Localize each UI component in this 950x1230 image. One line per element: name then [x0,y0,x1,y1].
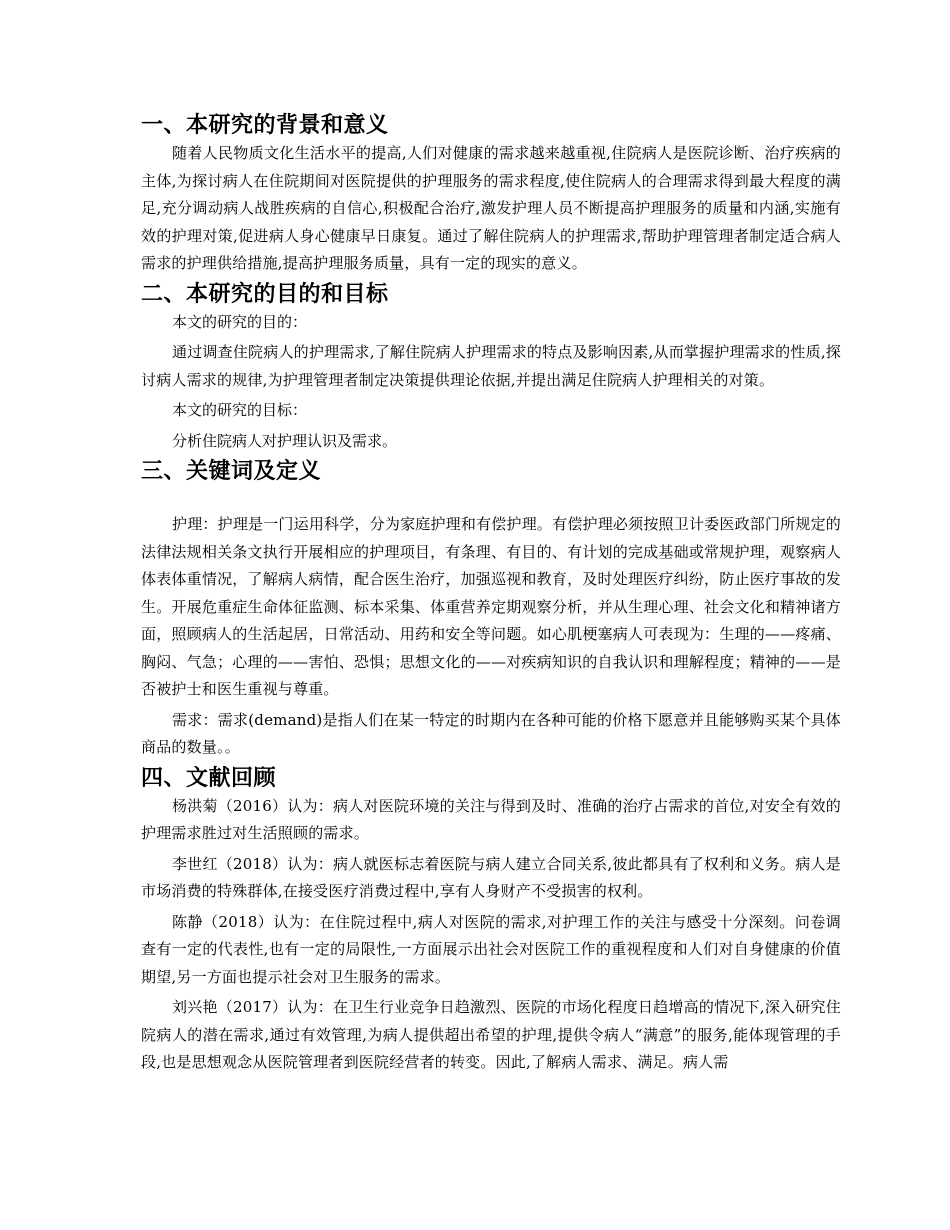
section-heading-purpose: 二、本研究的目的和目标 [141,281,389,307]
review-paragraph-liu: 刘兴艳（2017）认为：在卫生行业竞争日趋激烈、医院的市场化程度日趋增高的情况下,深入研究住院病人的潜在需求,通过有效管理,为病人提供超出希望的护理,提供令病人“满意”的服务,能体现管理的手段,也是思想观念从医院管理者到医院经营者的转变。因此,了解病人需求、满足。病人需 [141,998,841,1071]
review-paragraph-yang: 杨洪菊（2016）认为：病人对医院环境的关注与得到及时、准确的治疗占需求的首位,对安全有效的护理需求胜过对生活照顾的需求。 [141,796,841,842]
goal-paragraph: 分析住院病人对护理认识及需求。 [172,431,398,450]
goal-label: 本文的研究的目标： [172,401,308,419]
document-page [141,112,841,1077]
section-heading-background: 一、本研究的背景和意义 [141,113,389,138]
purpose-paragraph: 通过调查住院病人的护理需求,了解住院病人护理需求的特点及影响因素,从而掌握护理需求的性质,探讨病人需求的规律,为护理管理者制定决策提供理论依据,并提出满足住院病人护理相关的对策。 [141,343,841,389]
purpose-label: 本文的研究的目的： [172,312,308,331]
background-paragraph: 随着人民物质文化生活水平的提高,人们对健康的需求越来越重视,住院病人是医院诊断、治疗疾病的主体,为探讨病人在住院期间对医院提供的护理服务的需求程度,使住院病人的合理需求得到最大程度的满足,充分调动病人战胜疾病的自信心,积极配合治疗,激发护理人员不断提高护理服务的质量和内涵,实施有效的护理对策,促进病人身心健康早日康复。通过了解住院病人的护理需求,帮助护理管理者制定适合病人需求的护理供给措施,提高护理服务质量，具有一定的现实的意义。 [141,144,841,272]
review-paragraph-chen: 陈静（2018）认为：在住院过程中,病人对医院的需求,对护理工作的关注与感受十分深刻。问卷调查有一定的代表性,也有一定的局限性,一方面展示出社会对医院工作的重视程度和人们对自身健康的价值期望,另一方面也提示社会对卫生服务的需求。 [141,912,841,986]
section-heading-literature: 四、文献回顾 [141,765,277,791]
review-paragraph-li: 李世红（2018）认为：病人就医标志着医院与病人建立合同关系,彼此都具有了权利和义务。病人是市场消费的特殊群体,在接受医疗消费过程中,享有人身财产不受损害的权利。 [141,854,841,900]
demand-definition-paragraph: 需求：需求(demand)是指人们在某一特定的时期内在各种可能的价格下愿意并且能够购买某个具体商品的数量。。 [141,710,841,756]
section-heading-keywords: 三、关键词及定义 [141,459,322,484]
nursing-definition-paragraph: 护理：护理是一门运用科学，分为家庭护理和有偿护理。有偿护理必须按照卫计委医政部门所规定的法律法规相关条文执行开展相应的护理项目，有条理、有目的、有计划的完成基础或常规护理，观察病人体表体重情况，了解病人病情，配合医生治疗，加强巡视和教育，及时处理医疗纠纷，防止医疗事故的发生。开展危重症生命体征监测、标本采集、体重营养定期观察分析，并从生理心理、社会文化和精神诸方面，照顾病人的生活起居，日常活动、用药和安全等问题。如心肌梗塞病人可表现为：生理的——疼痛、胸闷、气急；心理的——害怕、恐惧；思想文化的——对疾病知识的自我认识和理解程度；精神的——是否被护士和医生重视与尊重。 [141,515,841,698]
